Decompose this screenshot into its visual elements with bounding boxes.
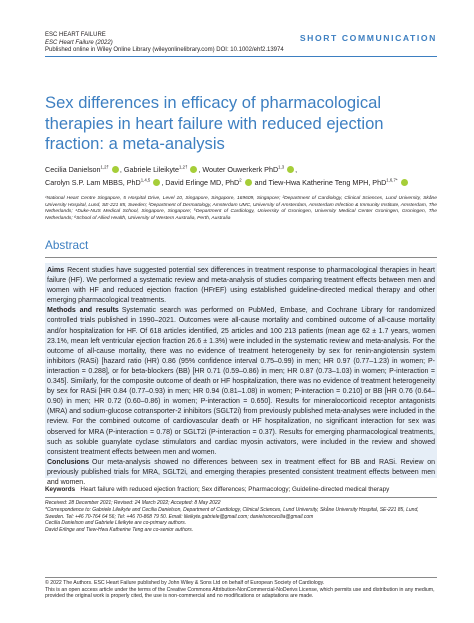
abstract-methods [47, 306, 435, 457]
author-line-1 [45, 164, 445, 177]
abstract-aims [47, 266, 435, 306]
co-senior-note: David Erlinge and Tiew-Hwa Katherine Teng are co-senior authors. [45, 527, 194, 534]
conclusions-text: Our meta-analysis showed no differences between sex in treatment effect for BB and RASi. Review on previously published trials for MRA, SGLT2i, and emerging therapies presented consistent treatment effects between men and women. [47, 458, 435, 486]
methods-label: Methods and results [47, 307, 119, 315]
co-primary-note: Cecilia Danielson and Gabriele Lileikyte are co-primary authors. [45, 520, 187, 527]
author-affil: 1,2† [100, 164, 109, 170]
aims-label: Aims [47, 267, 65, 274]
methods-text: Systematic search was performed on PubMed, Embase, and Cochrane Library for randomized controlled trials published in 1990–2021. Outcomes were all-cause mortality and combined outcome of all-cause mortality and/or hospitalization for HF. Of 618 articles identified, 25 articles and 100 213 patients (mean age 62 ± 1.7 years, women 23.1%, mean left ventricular ejection fraction 26.6 ± 1.3%) were included in the systematic review and meta-analysis. For the outcome of all-cause mortality, there was no evidence of treatment heterogeneity by sex for renin-angiotensin system inhibitors (RASi) [hazard ratio (HR) 0.86 (95% confidence interval 0.75–0.99) in men; HR 0.97 (0.77–1.23) in women; P-interaction = 0.288], or for beta-blockers (BB) [HR 0.71 (0.59–0.86) in men; HR 0.87 (0.73–1.03) in women; P-interaction = 0.345]. Similarly, for the composite outcome of death or HF hospitalization, there was no evidence of treatment heterogeneity by sex for RASi [HR 0.84 (0.77–0.93) in men; HR 0.94 (0.81–1.08) in women; P-interaction = 0.210] or BB [HR 0.76 (0.64–0.90) in men; HR 0.72 (0.60–0.86) in women; P-interaction = 0.650]. Results for mineralocorticoid receptor antagonists (MRA) and sodium-glucose cotransporter-2 inhibitors (SGLT2i) from previously published meta-analyses were included in the review. For the combined outcome of cardiovascular death or HF hospitalization, no significant interaction for sex was observed for MRA (P-interaction = 0.78) or SGLT2i (P-interaction = 0.37). Results for emerging pharmacological treatments, such as soluble guanylate cyclase stimulators and cardiac myosin activators, were included in the review and showed consistent treatment effects between men and women. [47, 307, 435, 456]
journal-name: ESC HEART FAILURE [45, 32, 106, 38]
conclusions-label: Conclusions [47, 458, 90, 466]
author-affil: 2 [239, 177, 242, 183]
abstract-box [45, 263, 437, 486]
author-affil: 1,3 [278, 164, 285, 170]
author-name: , David Erlinge MD, PhD [161, 177, 240, 187]
abstract-conclusions [47, 458, 435, 488]
article-notes [45, 500, 437, 534]
section-label: SHORT COMMUNICATION [299, 33, 437, 43]
author-name: and Tiew-Hwa Katherine Teng MPH, PhD [252, 177, 387, 187]
author-name: Cecilia Danielson [45, 165, 101, 174]
keywords-label: Keywords [45, 486, 76, 493]
received-dates: Received: 28 December 2021; Revised: 24 March 2022; Accepted: 8 May 2022 [45, 500, 221, 506]
author-affil: 1,2† [179, 164, 188, 170]
keywords-text: Heart failure with reduced ejection fraction; Sex differences; Pharmacology; Guideline-directed medical therapy [80, 486, 390, 493]
author-list [45, 164, 445, 190]
author-name: , Gabriele Lileikyte [119, 165, 180, 174]
orcid-icon[interactable] [287, 166, 294, 173]
orcid-icon[interactable] [245, 179, 252, 186]
author-name: Carolyn S.P. Lam MBBS, PhD [45, 177, 141, 187]
license-footer [45, 580, 437, 600]
journal-header [45, 32, 284, 55]
header-rule [45, 56, 437, 57]
copyright: © 2022 The Authors. ESC Heart Failure published by John Wiley & Sons Ltd on behalf of European Society of Cardiology. [45, 580, 325, 586]
keywords-rule [45, 497, 437, 498]
affiliations: ¹National Heart Centre Singapore, 5 Hospital Drive, Level 10, Singapore, Singapore, 169609, Singapore; ²Department of Cardiology, Clinical Sciences, Lund University, Skåne University Hospital, Lund, SE-221 85, Sweden; ³Department of Dermatology, Amsterdam UMC, University of Amsterdam, Amsterdam Infection & Immunity Institute, Amsterdam, The Netherlands; ⁴Duke-NUS Medical School, Singapore, Singapore; ⁵Department of Cardiology, University of Groningen, University Medical Center Groningen, Groningen, The Netherlands; ⁶School of Allied Health, University of Western Australia, Perth, Australia [45, 196, 437, 221]
author-separator: , [295, 165, 298, 174]
publication-info: Published online in Wiley Online Library (wileyonlinelibrary.com) DOI: 10.1002/ehf2.13974 [45, 47, 284, 54]
license-text: This is an open access article under the terms of the Creative Commons Attribution-NonCommercial-NoDerivs License, which permits use and distribution in any medium, provided the original work is properly cited, the use is non-commercial and no modifications or adaptations are made. [45, 586, 435, 600]
orcid-icon[interactable] [190, 166, 197, 173]
author-affil: 1,6,7* [386, 177, 398, 183]
footer-rule [45, 577, 437, 578]
author-name: , Wouter Ouwerkerk PhD [198, 165, 279, 174]
abstract-text [47, 266, 435, 488]
article-title: Sex differences in efficacy of pharmacological therapies in heart failure with reduced ejection fraction: a meta-analysis [45, 93, 384, 153]
orcid-icon[interactable] [401, 179, 408, 186]
author-affil: 1,4,5 [140, 177, 151, 183]
correspondence: *Correspondence to: Gabriele Lileikyte and Cecilia Danielson, Department of Cardiology, Clinical Sciences, Lund University, Skåne University Hospital, SE-221 85, Lund, Sweden. Tel: +46 70-764 64 56; Tel: +46 70-868 79 50. Email: lileikyte.gabriele@gmail.com; danielsoncecilia@gmail.com [45, 506, 419, 520]
orcid-icon[interactable] [153, 179, 160, 186]
abstract-rule [45, 257, 437, 258]
aims-text: Recent studies have suggested potential sex differences in treatment response to pharmacological therapies in heart failure (HF). We performed a systematic review and meta-analysis of studies comparing treatment effects between men and women with HF and reduced ejection fraction (HFrEF) using established guideline-directed medical therapy and other emerging pharmacological treatments. [47, 267, 435, 305]
keywords [45, 486, 437, 494]
author-line-2 [45, 177, 445, 190]
orcid-icon[interactable] [112, 166, 119, 173]
abstract-heading: Abstract [45, 238, 89, 252]
journal-citation: ESC Heart Failure (2022) [45, 39, 113, 46]
